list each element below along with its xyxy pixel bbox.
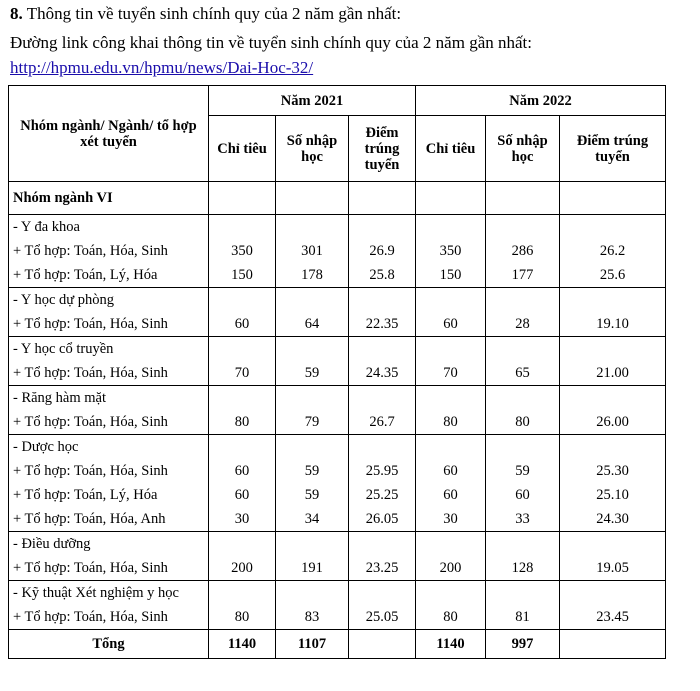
program-quota-2022-cell: [416, 337, 486, 386]
program-quota-2022-cell: [416, 435, 486, 532]
program-admitted-2021-cell: [276, 337, 349, 386]
program-admitted-2021-cell: [276, 386, 349, 435]
admitted-2021: 79: [304, 414, 320, 430]
spacer: [564, 288, 661, 312]
score-2021: 25.25: [365, 487, 399, 503]
header-score-2021: Điểm trúng tuyển: [349, 116, 416, 182]
quota-2022: 80: [443, 609, 458, 625]
quota-2022: 60: [443, 487, 458, 503]
combo-label: + Tổ hợp: Toán, Hóa, Sinh: [13, 243, 168, 259]
program-admitted-2022-cell: [486, 337, 560, 386]
program-score-2021-cell: [349, 532, 416, 581]
admission-table-body: [9, 182, 666, 630]
quota-2021: 150: [231, 267, 253, 283]
quota-2021: 350: [231, 243, 253, 259]
quota-2022: 60: [443, 316, 458, 332]
spacer: [213, 581, 271, 605]
program-score-2022-cell: [560, 386, 666, 435]
admission-info-link[interactable]: http://hpmu.edu.vn/hpmu/news/Dai-Hoc-32/: [10, 58, 314, 77]
spacer: [353, 532, 411, 556]
total-row: [9, 630, 666, 659]
spacer: [564, 337, 661, 361]
admitted-2021: 59: [304, 463, 320, 479]
combo-label: + Tổ hợp: Toán, Hóa, Anh: [13, 511, 166, 527]
score-2022: 25.10: [596, 487, 629, 503]
spacer: [213, 386, 271, 410]
program-quota-2021-cell: [209, 386, 276, 435]
program-row: [9, 215, 666, 288]
admitted-2022: 81: [515, 609, 530, 625]
section-number: 8.: [10, 4, 23, 23]
program-name: - Y đa khoa: [13, 219, 80, 235]
section-title: Thông tin về tuyển sinh chính quy của 2 năm gần nhất:: [26, 4, 402, 23]
score-2022: 25.6: [599, 267, 626, 283]
admitted-2021: 191: [301, 560, 323, 576]
program-quota-2021-cell: [209, 215, 276, 288]
quota-2022: 80: [443, 414, 458, 430]
program-score-2021-cell: [349, 435, 416, 532]
program-name: - Kỹ thuật Xét nghiệm y học: [13, 585, 179, 601]
combo-label: + Tổ hợp: Toán, Lý, Hóa: [13, 487, 158, 503]
spacer: [213, 288, 271, 312]
spacer: [213, 435, 271, 459]
score-2022: 19.05: [596, 560, 629, 576]
program-row: [9, 532, 666, 581]
score-2021: 26.7: [369, 414, 395, 430]
spacer: [564, 215, 661, 239]
header-admitted-2021: Số nhập học: [276, 116, 349, 182]
score-2022: 26.00: [596, 414, 629, 430]
total-label: Tổng: [9, 630, 209, 659]
total-score-2021: [349, 630, 416, 659]
program-quota-2022-cell: [416, 532, 486, 581]
program-admitted-2022-cell: [486, 581, 560, 630]
group-name: Nhóm ngành VI: [9, 182, 209, 215]
combo-label: + Tổ hợp: Toán, Hóa, Sinh: [13, 609, 168, 625]
program-name: - Răng hàm mặt: [13, 390, 107, 406]
program-score-2022-cell: [560, 215, 666, 288]
spacer: [353, 581, 411, 605]
quota-2021: 60: [234, 316, 250, 332]
score-2021: 24.35: [365, 365, 399, 381]
spacer: [490, 288, 555, 312]
spacer: [353, 386, 411, 410]
admitted-2022: 60: [515, 487, 530, 503]
header-quota-2022: Chỉ tiêu: [416, 116, 486, 182]
program-admitted-2022-cell: [486, 435, 560, 532]
score-2021: 23.25: [365, 560, 399, 576]
program-row: [9, 386, 666, 435]
quota-2022: 350: [439, 243, 462, 259]
score-2022: 23.45: [596, 609, 629, 625]
admitted-2022: 177: [511, 267, 534, 283]
spacer: [490, 532, 555, 556]
program-quota-2022-cell: [416, 215, 486, 288]
total-admitted-2021: 1107: [276, 630, 349, 659]
quota-2021: 60: [234, 487, 250, 503]
section-heading: [10, 4, 401, 24]
score-2022: 25.30: [596, 463, 629, 479]
program-admitted-2021-cell: [276, 581, 349, 630]
total-score-2022: [560, 630, 666, 659]
program-name: - Điều dưỡng: [13, 536, 91, 552]
combo-label: + Tổ hợp: Toán, Hóa, Sinh: [13, 463, 168, 479]
program-admitted-2022-cell: [486, 215, 560, 288]
score-2022: 26.2: [599, 243, 626, 259]
combo-label: + Tổ hợp: Toán, Hóa, Sinh: [13, 316, 168, 332]
spacer: [280, 386, 344, 410]
program-admitted-2022-cell: [486, 288, 560, 337]
program-admitted-2022-cell: [486, 386, 560, 435]
program-quota-2021-cell: [209, 288, 276, 337]
program-score-2022-cell: [560, 337, 666, 386]
spacer: [353, 337, 411, 361]
quota-2021: 80: [234, 609, 250, 625]
program-name: - Dược học: [13, 439, 79, 455]
combo-label: + Tổ hợp: Toán, Hóa, Sinh: [13, 365, 168, 381]
total-quota-2021: 1140: [209, 630, 276, 659]
spacer: [564, 435, 661, 459]
admitted-2021: 59: [304, 365, 320, 381]
admitted-2022: 28: [515, 316, 530, 332]
program-combo-label-cell: [9, 215, 209, 288]
quota-2021: 200: [231, 560, 253, 576]
quota-2021: 60: [234, 463, 250, 479]
spacer: [490, 215, 555, 239]
score-2022: 21.00: [596, 365, 629, 381]
program-row: [9, 288, 666, 337]
admission-table: [8, 85, 666, 659]
spacer: [564, 581, 661, 605]
admitted-2022: 80: [515, 414, 530, 430]
spacer: [490, 435, 555, 459]
total-quota-2022: 1140: [416, 630, 486, 659]
spacer: [280, 435, 344, 459]
program-combo-label-cell: [9, 532, 209, 581]
admitted-2021: 59: [304, 487, 320, 503]
spacer: [353, 435, 411, 459]
program-quota-2021-cell: [209, 581, 276, 630]
program-admitted-2021-cell: [276, 215, 349, 288]
spacer: [420, 288, 481, 312]
admitted-2021: 34: [304, 511, 320, 527]
spacer: [420, 532, 481, 556]
score-2021: 26.05: [365, 511, 399, 527]
quota-2022: 150: [439, 267, 462, 283]
admitted-2022: 59: [515, 463, 530, 479]
program-quota-2022-cell: [416, 288, 486, 337]
combo-label: + Tổ hợp: Toán, Hóa, Sinh: [13, 414, 168, 430]
program-name: - Y học cổ truyền: [13, 341, 114, 357]
header-admitted-2022: Số nhập học: [486, 116, 560, 182]
program-admitted-2022-cell: [486, 532, 560, 581]
score-2021: 25.8: [369, 267, 395, 283]
quota-2022: 70: [443, 365, 458, 381]
score-2021: 25.05: [365, 609, 399, 625]
admitted-2021: 301: [301, 243, 323, 259]
program-score-2022-cell: [560, 288, 666, 337]
score-2022: 24.30: [596, 511, 629, 527]
program-row: [9, 337, 666, 386]
header-score-2022: Điểm trúng tuyển: [560, 116, 666, 182]
spacer: [213, 337, 271, 361]
program-admitted-2021-cell: [276, 435, 349, 532]
program-score-2021-cell: [349, 288, 416, 337]
score-2022: 19.10: [596, 316, 629, 332]
header-quota-2021: Chỉ tiêu: [209, 116, 276, 182]
spacer: [420, 215, 481, 239]
combo-label: + Tổ hợp: Toán, Hóa, Sinh: [13, 560, 168, 576]
spacer: [280, 337, 344, 361]
group-row: [9, 182, 666, 215]
spacer: [564, 386, 661, 410]
spacer: [280, 215, 344, 239]
spacer: [353, 288, 411, 312]
quota-2022: 60: [443, 463, 458, 479]
admitted-2022: 286: [511, 243, 534, 259]
quota-2021: 70: [234, 365, 250, 381]
spacer: [564, 532, 661, 556]
spacer: [280, 288, 344, 312]
spacer: [353, 215, 411, 239]
admitted-2022: 128: [511, 560, 534, 576]
program-combo-label-cell: [9, 386, 209, 435]
program-admitted-2021-cell: [276, 532, 349, 581]
spacer: [420, 581, 481, 605]
header-year-2021: Năm 2021: [209, 86, 416, 116]
spacer: [213, 215, 271, 239]
score-2021: 26.9: [369, 243, 395, 259]
score-2021: 25.95: [365, 463, 399, 479]
header-year-2022: Năm 2022: [416, 86, 666, 116]
program-combo-label-cell: [9, 288, 209, 337]
spacer: [280, 581, 344, 605]
admitted-2021: 64: [304, 316, 320, 332]
quota-2022: 200: [439, 560, 462, 576]
program-combo-label-cell: [9, 337, 209, 386]
spacer: [280, 532, 344, 556]
program-quota-2021-cell: [209, 435, 276, 532]
total-admitted-2022: 997: [486, 630, 560, 659]
program-score-2022-cell: [560, 435, 666, 532]
program-score-2021-cell: [349, 386, 416, 435]
program-score-2021-cell: [349, 581, 416, 630]
score-2021: 22.35: [365, 316, 399, 332]
combo-label: + Tổ hợp: Toán, Lý, Hóa: [13, 267, 158, 283]
program-combo-label-cell: [9, 435, 209, 532]
program-row: [9, 581, 666, 630]
quota-2021: 80: [234, 414, 250, 430]
program-quota-2022-cell: [416, 581, 486, 630]
quota-2022: 30: [443, 511, 458, 527]
spacer: [420, 435, 481, 459]
program-quota-2021-cell: [209, 532, 276, 581]
quota-2021: 30: [234, 511, 250, 527]
program-score-2021-cell: [349, 337, 416, 386]
admitted-2022: 65: [515, 365, 530, 381]
spacer: [490, 337, 555, 361]
program-quota-2021-cell: [209, 337, 276, 386]
spacer: [420, 386, 481, 410]
program-quota-2022-cell: [416, 386, 486, 435]
spacer: [420, 337, 481, 361]
spacer: [490, 581, 555, 605]
header-program-group: Nhóm ngành/ Ngành/ tổ hợp xét tuyển: [9, 86, 209, 182]
admitted-2021: 83: [304, 609, 320, 625]
spacer: [490, 386, 555, 410]
program-score-2021-cell: [349, 215, 416, 288]
program-admitted-2021-cell: [276, 288, 349, 337]
link-caption: Đường link công khai thông tin về tuyển sinh chính quy của 2 năm gần nhất:: [10, 33, 532, 52]
admitted-2022: 33: [515, 511, 530, 527]
admitted-2021: 178: [301, 267, 323, 283]
spacer: [213, 532, 271, 556]
program-score-2022-cell: [560, 581, 666, 630]
program-score-2022-cell: [560, 532, 666, 581]
program-combo-label-cell: [9, 581, 209, 630]
program-name: - Y học dự phòng: [13, 292, 115, 308]
program-row: [9, 435, 666, 532]
